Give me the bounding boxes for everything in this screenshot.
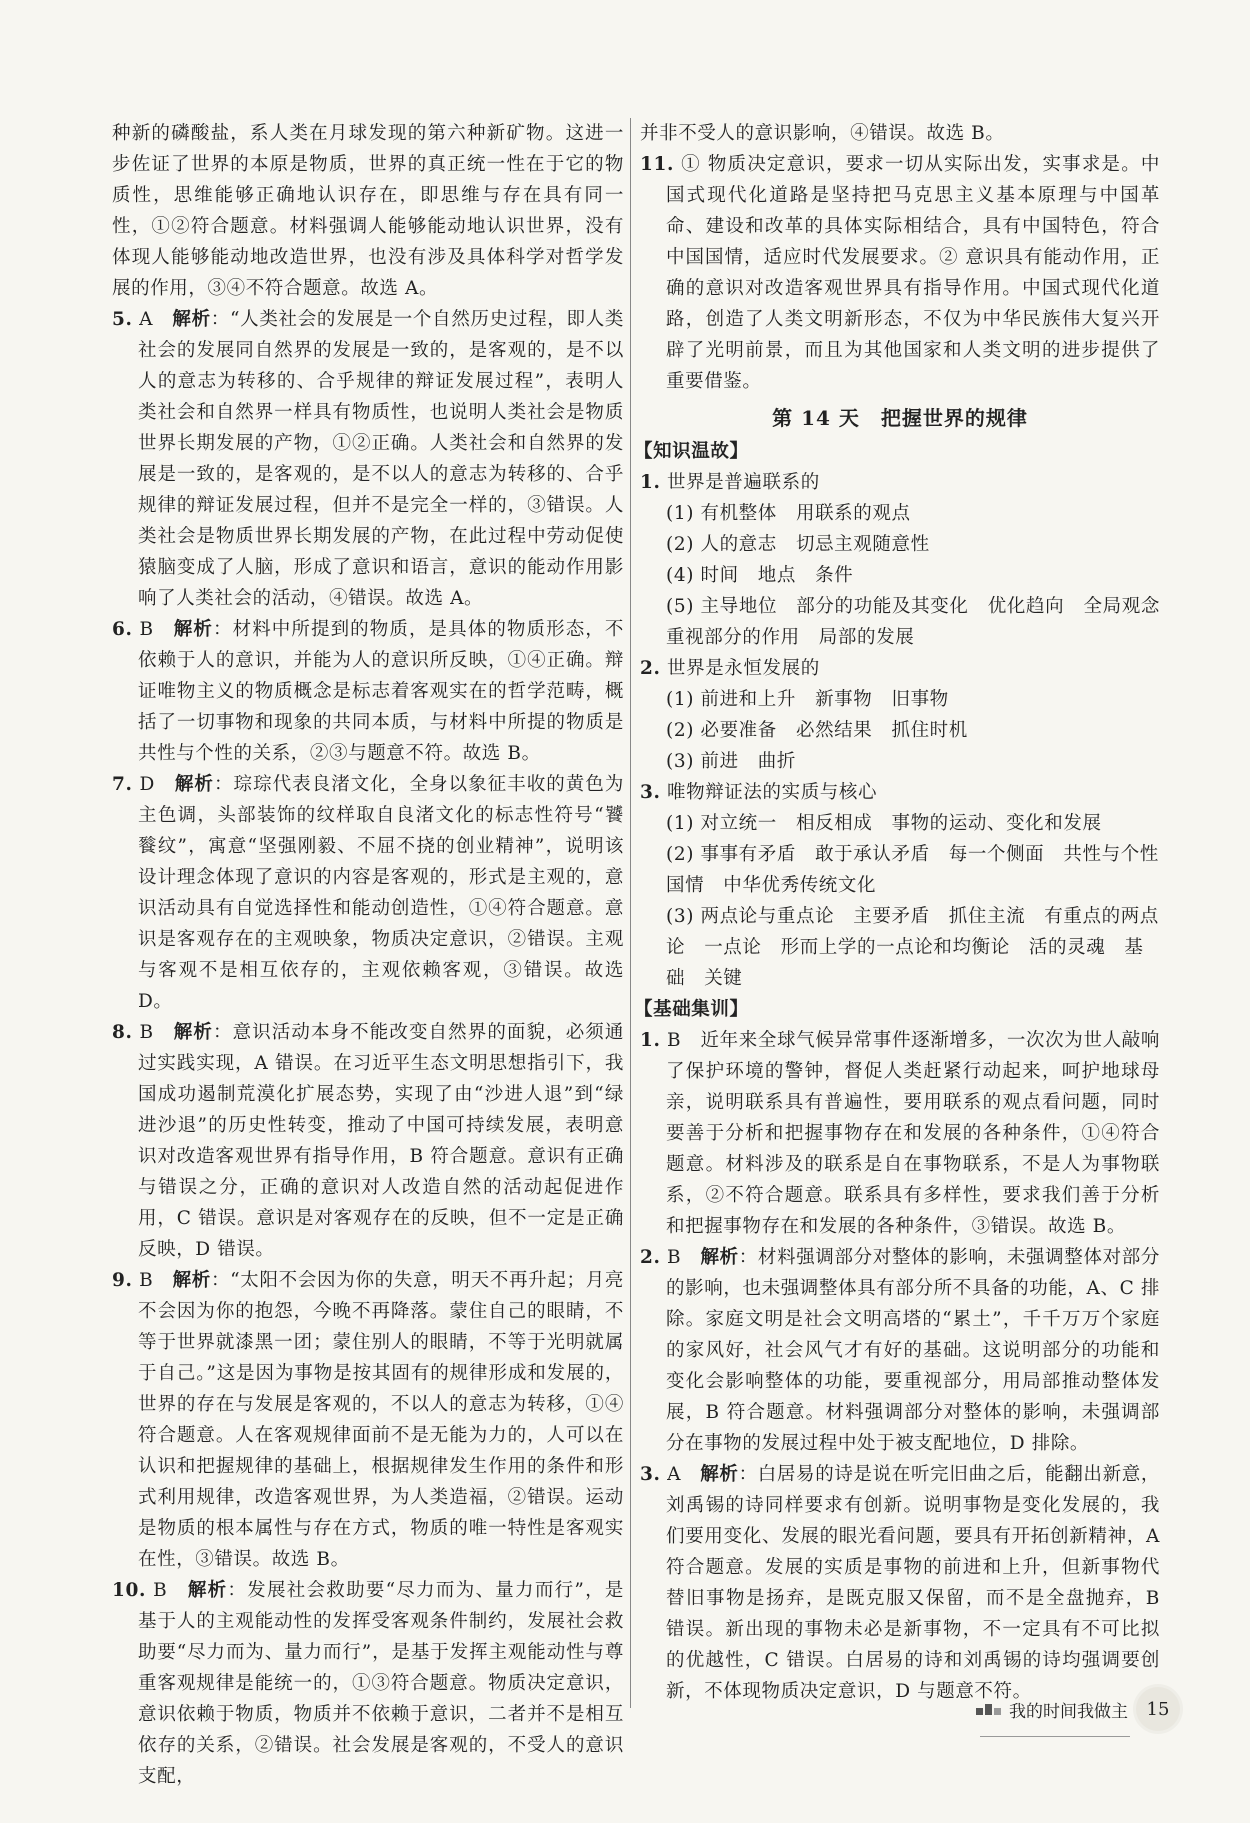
- answer-11: 11. ① 物质决定意识，要求一切从实际出发，实事求是。中国式现代化道路是坚持把马克思主义基本原理与中国革命、建设和改革的具体实际相结合，具有中国特色，符合中国国情，适应时代发展要求。② 意识具有能动作用，正确的意识对改造客观世界具有指导作用。中国式现代化道路，创造了人类文明新形态，不仅为中华民族伟大复兴开辟了光明前景，而且为其他国家和人类文明的进步提供了重要借鉴。: [640, 154, 1161, 392]
- intro-paragraph: 种新的磷酸盐，系人类在月球发现的第六种新矿物。这进一步佐证了世界的本原是物质，世界的真正统一性在于它的物质性，思维能够正确地认识存在，即思维与存在具有同一性，①②符合题意。材料强调人能够能动地认识世界，没有体现人能够能动地改造世界，也没有涉及具体科学对哲学发展的作用，③④不符合题意。故选 A。: [112, 123, 624, 299]
- knowledge-3: 3. 唯物辩证法的实质与核心: [640, 782, 878, 803]
- answer-6: 6. B 解析：材料中所提到的物质，是具体的物质形态，不依赖于人的意识，并能为人的意识所反映，①④正确。辩证唯物主义的物质概念是标志着客观实在的哲学范畴，概括了一切事物和现象的共同本质，与材料中所提的物质是共性与个性的关系，②③与题意不符。故选 B。: [112, 619, 625, 764]
- knowledge-1-sub: (2) 人的意志 切忌主观随意性: [666, 534, 930, 555]
- knowledge-2-sub: (1) 前进和上升 新事物 旧事物: [666, 689, 949, 710]
- page-number: 15: [1136, 1687, 1180, 1731]
- knowledge-2-sub: (2) 必要准备 必然结果 抓住时机: [666, 720, 968, 741]
- knowledge-1-sub: (1) 有机整体 用联系的观点: [666, 503, 911, 524]
- section-heading: 第 14 天 把握世界的规律: [772, 406, 1028, 430]
- training-3: 3. A 解析：白居易的诗是说在听完旧曲之后，能翻出新意，刘禹锡的诗同样要求有创新。说明事物是变化发展的，我们要用变化、发展的眼光看问题，要具有开拓创新精神，A 符合题意。发展的实质是事物的前进和上升，但新事物代替旧事物是扬弃，是既克服又保留，而不是全盘抛弃，B 错误。新出现的事物未必是新事物，不一定具有不可比拟的优越性，C 错误。白居易的诗和刘禹锡的诗均强调要创新，不体现物质决定意识，D 与题意不符。: [640, 1464, 1161, 1702]
- continuation-text: 并非不受人的意识影响，④错误。故选 B。: [640, 123, 1005, 144]
- knowledge-1: 1. 世界是普遍联系的: [640, 472, 820, 493]
- answer-5: 5. A 解析：“人类社会的发展是一个自然历史过程，即人类社会的发展同自然界的发展是一致的，是客观的，是不以人的意志为转移的、合乎规律的辩证发展过程”，表明人类社会和自然界一样具有物质性，也说明人类社会是物质世界长期发展的产物，①②正确。人类社会和自然界的发展是一致的，是客观的，是不以人的意志为转移的、合乎规律的辩证发展过程，但并不是完全一样的，③错误。人类社会是物质世界长期发展的产物，在此过程中劳动促使猿脑变成了人脑，形成了意识和语言，意识的能动作用影响了人类社会的活动，④错误。故选 A。: [112, 309, 624, 609]
- footer-slogan: 我的时间我做主: [1009, 1701, 1128, 1722]
- page-footer: [976, 1687, 1180, 1731]
- footer-rule: [980, 1736, 1130, 1737]
- knowledge-3-sub: (2) 事事有矛盾 敢于承认矛盾 每一个侧面 共性与个性 国情 中华优秀传统文化: [666, 844, 1178, 896]
- training-2: 2. B 解析：材料强调部分对整体的影响，未强调整体对部分的影响，也未强调整体具有部分所不具备的功能，A、C 排除。家庭文明是社会文明高塔的“累土”，千千万万个家庭的家风好，社会风气才有好的基础。这说明部分的功能和变化会影响整体的功能，要重视部分，用局部推动整体发展，B 符合题意。材料强调部分对整体的影响，未强调部分在事物的发展过程中处于被支配地位，D 排除。: [640, 1247, 1161, 1454]
- blocks-icon: [976, 1704, 1001, 1715]
- answer-10: 10. B 解析：发展社会救助要“尽力而为、量力而行”，是基于人的主观能动性的发挥受客观条件制约，发展社会救助要“尽力而为、量力而行”，是基于发挥主观能动性与尊重客观规律是能统一的，①③符合题意。物质决定意识，意识依赖于物质，物质并不依赖于意识，二者并不是相互依存的关系，②错误。社会发展是客观的，不受人的意识支配，: [112, 1580, 624, 1787]
- basic-training-label: 【基础集训】: [634, 999, 749, 1020]
- knowledge-3-sub: (1) 对立统一 相反相成 事物的运动、变化和发展: [666, 813, 1102, 834]
- knowledge-2: 2. 世界是永恒发展的: [640, 658, 820, 679]
- knowledge-review-label: 【知识温故】: [634, 441, 749, 462]
- knowledge-3-sub: (3) 两点论与重点论 主要矛盾 抓住主流 有重点的两点论 一点论 形而上学的一点论和均衡论 活的灵魂 基础 关键: [666, 906, 1159, 989]
- training-1: 1. B 近年来全球气候异常事件逐渐增多，一次次为世人敲响了保护环境的警钟，督促人类赶紧行动起来，呵护地球母亲，说明联系具有普遍性，要用联系的观点看问题，同时要善于分析和把握事物存在和发展的各种条件，①④符合题意。材料涉及的联系是自在事物联系，不是人为事物联系，②不符合题意。联系具有多样性，要求我们善于分析和把握事物存在和发展的各种条件，③错误。故选 B。: [640, 1030, 1160, 1237]
- knowledge-1-sub: (5) 主导地位 部分的功能及其变化 优化趋向 全局观念 重视部分的作用 局部的发展: [666, 596, 1180, 648]
- knowledge-2-sub: (3) 前进 曲折: [666, 751, 796, 772]
- answer-9: 9. B 解析：“太阳不会因为你的失意，明天不再升起；月亮不会因为你的抱怨，今晚不再降落。蒙住自己的眼睛，不等于世界就漆黑一团；蒙住别人的眼睛，不等于光明就属于自己。”这是因为事物是按其固有的规律形成和发展的，世界的存在与发展是客观的，不以人的意志为转移，①④符合题意。人在客观规律面前不是无能为力的，人可以在认识和把握规律的基础上，根据规律发生作用的条件和形式利用规律，改造客观世界，为人类造福，②错误。运动是物质的根本属性与存在方式，物质的唯一特性是客观实在性，③错误。故选 B。: [112, 1270, 624, 1570]
- column-divider: [630, 118, 631, 1708]
- answer-8: 8. B 解析：意识活动本身不能改变自然界的面貌，必须通过实践实现，A 错误。在习近平生态文明思想指引下，我国成功遏制荒漠化扩展态势，实现了由“沙进人退”到“绿进沙退”的历史性转变，推动了中国可持续发展，表明意识对改造客观世界有指导作用，B 符合题意。意识有正确与错误之分，正确的意识对人改造自然的活动起促进作用，C 错误。意识是对客观存在的反映，但不一定是正确反映，D 错误。: [112, 1022, 625, 1260]
- left-column: [112, 118, 624, 1792]
- right-column: [634, 118, 1180, 1707]
- knowledge-1-sub: (4) 时间 地点 条件: [666, 565, 854, 586]
- answer-7: 7. D 解析：琮琮代表良渚文化，全身以象征丰收的黄色为主色调，头部装饰的纹样取自良渚文化的标志性符号“饕餮纹”，寓意“坚强刚毅、不屈不挠的创业精神”，说明该设计理念体现了意识的内容是客观的，形式是主观的，意识活动具有自觉选择性和能动创造性，①④符合题意。意识是客观存在的主观映象，物质决定意识，②错误。主观与客观不是相互依存的，主观依赖客观，③错误。故选 D。: [112, 774, 624, 1012]
